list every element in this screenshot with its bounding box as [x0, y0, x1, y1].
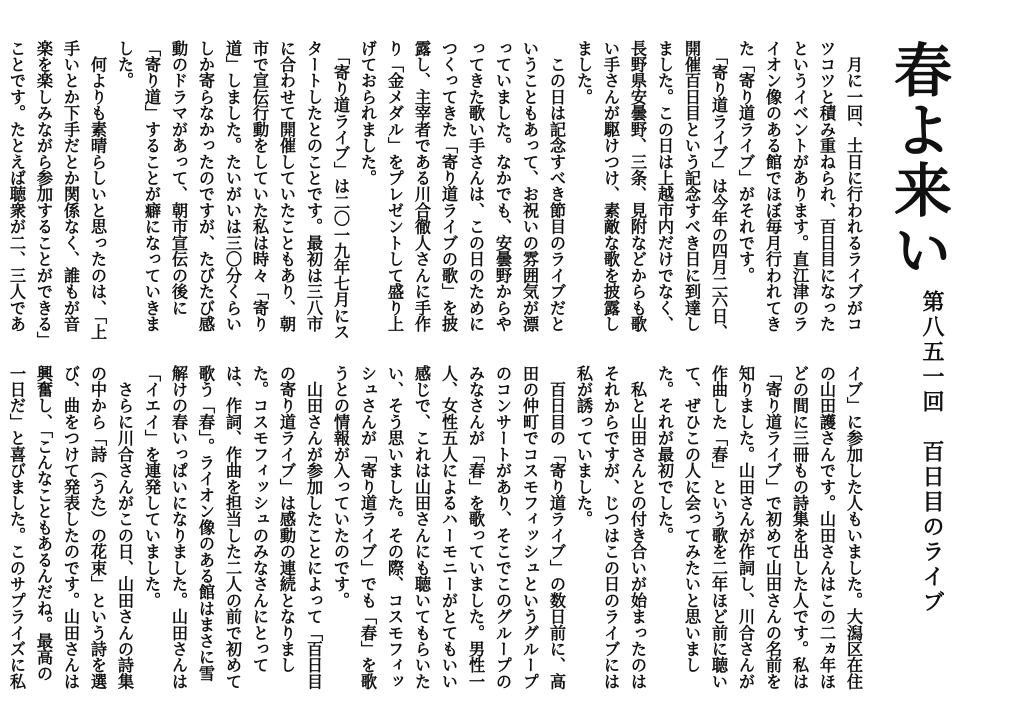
article-body-upper: 月に一回、土日に行われるライブがコツコツと積み重ねられ、百日目になったというイベントがあります。直江津のライオン像のある館でほぼ毎月行われてきた「寄り道ライブ」がそれです。 「寄り道ライブ」は今年の四月二六日、開催百日目という記念すべき日に到達しました。この日は上越市内だけでなく、長野県安曇野、三条、見附などからも歌い手さんが駆けつけ、素敵な歌を披露しました。 この日は記念すべき節目のライブだということもあって、お祝いの雰囲気が漂っていました。なかでも、安曇野からやってきた歌い手さんは、この日のためにつくってきた「寄り道ライブの歌」を披露し、主宰者である川合徹人さんに手作り「金メダル」をプレゼントして盛り上げておられました。 「寄り道ライブ」は二〇一九年七月にスタートしたとのことです。最初は三八市に合わせて開催していたこともあり、朝市で宣伝行動をしていた私は時々「寄り道」しました。たいがいは三〇分くらいしか寄らなかったのですが、たびたび感動のドラマがあって、朝市宣伝の後に「寄り道」することが癖になっていきました。 何よりも素晴らしいと思ったのは、「上手いとか下手だとか関係なく、誰もが音楽を楽しみながら参加することができる」ことです。たとえば聴衆が二、三人であ: [7, 40, 863, 341]
article-body-lower: イブ」に参加した人もいました。大潟区在住の山田護さんです。山田さんはこの二ヵ年ほどの間に三冊もの詩集を出した人です。私は「寄り道ライブ」で初めて山田さんの名前を知りました。山田さんが作詞し、川合さんが作曲した「春」という歌を二年ほど前に聴いて、ぜひこの人に会ってみたいと思いました。それが最初でした。 私と山田さんとの付き合いが始まったのはそれからですが、じつはこの日のライブには私が誘っていました。 百日目の「寄り道ライブ」の数日前に、高田の仲町でコスモフィッシュというグループのコンサートがあり、そこでこのグループのみなさんが「春」を歌っていました。男性一人、女性五人によるハーモニーがとてもいい感じで、これは山田さんにも聴いてもらいたい、そう思いました。その際、コスモフィッシュさんが「寄り道ライブ」でも「春」を歌うとの情報が入っていたのです。 山田さんが参加したことによって「百日目の寄り道ライブ」は感動の連続となりました。コスモフィッシュのみなさんにとっては、作詞、作曲を担当した二人の前で初めて歌う「春」。ライオン像のある館はまさに雪解けの春いっぱいになりました。山田さんは「イエイ」を連発していました。 さらに川合さんがこの日、山田さんの詩集の中から「詩（うた）の花束」という詩を選び、曲をつけて発表したのです。山田さんは興奮し、「こんなこともあるんだね。最高の一日だ」と喜びました。このサプライズに私: [7, 365, 863, 690]
column-title: 春よ来い: [884, 40, 952, 280]
column-subtitle: 第八五一回 百日目のライブ: [919, 290, 944, 615]
